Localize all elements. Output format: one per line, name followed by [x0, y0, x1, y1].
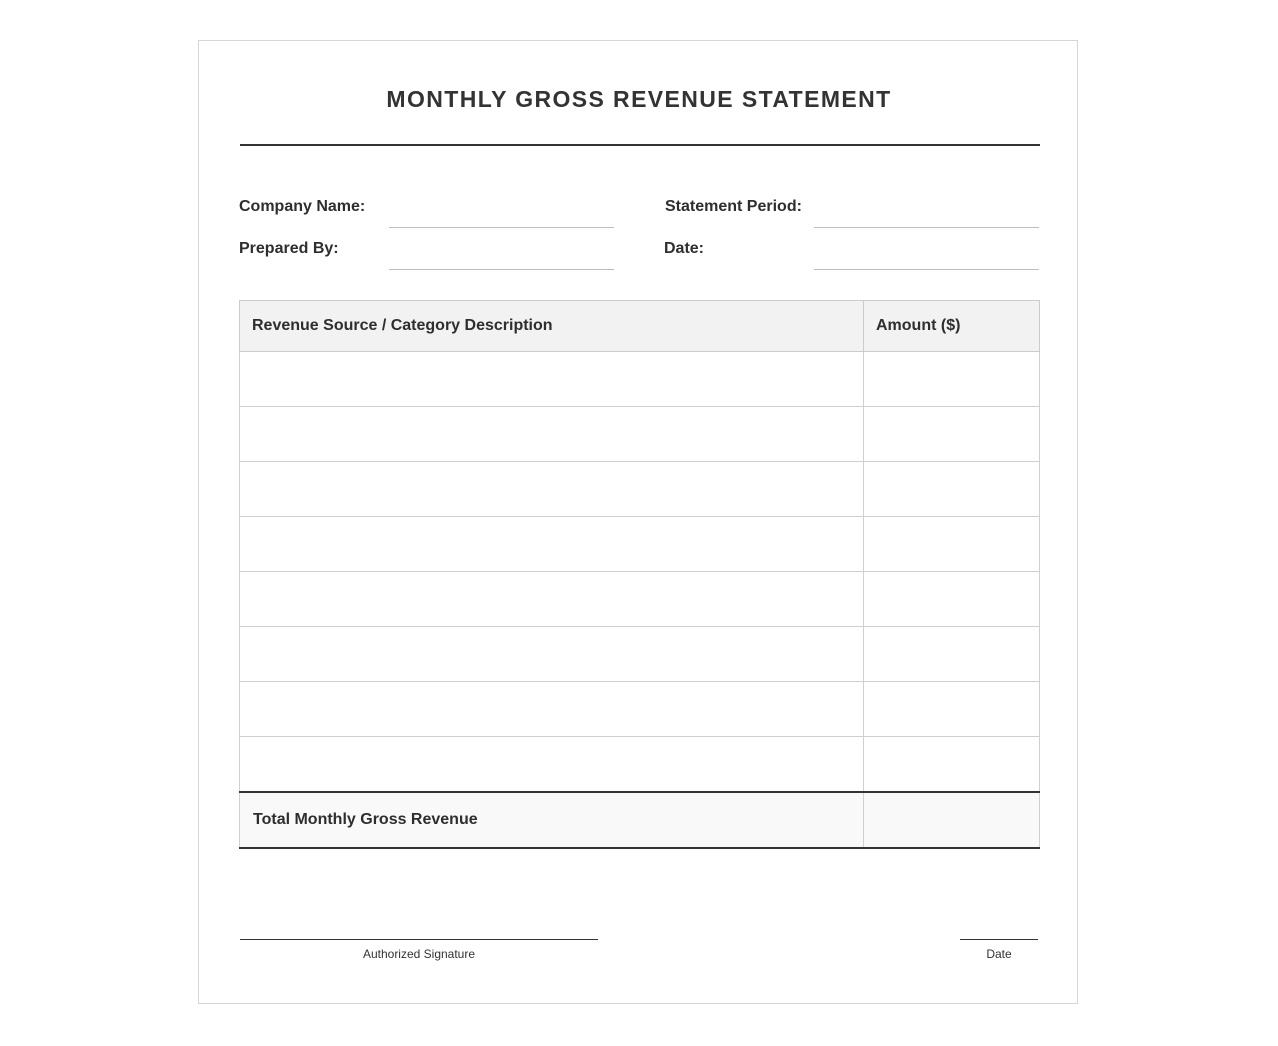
date-field[interactable]	[814, 269, 1039, 270]
table-row	[240, 407, 1040, 462]
total-row	[240, 792, 1040, 848]
table-row	[240, 682, 1040, 737]
revenue-table	[239, 300, 1040, 849]
amount-cell[interactable]	[864, 462, 1040, 517]
total-amount-cell[interactable]	[864, 792, 1040, 848]
amount-cell[interactable]	[864, 517, 1040, 572]
revenue-source-cell[interactable]	[240, 352, 864, 407]
table-row	[240, 462, 1040, 517]
table-header-row	[240, 301, 1040, 352]
revenue-source-cell[interactable]	[240, 517, 864, 572]
revenue-source-cell[interactable]	[240, 737, 864, 792]
document-title: MONTHLY GROSS REVENUE STATEMENT	[386, 86, 892, 112]
date-label: Date:	[664, 240, 705, 257]
header-revenue-source: Revenue Source / Category Description	[240, 301, 864, 352]
prepared-by-field[interactable]	[389, 269, 614, 270]
signature-date-caption: Date	[986, 947, 1012, 961]
amount-cell[interactable]	[864, 352, 1040, 407]
signature-date-line[interactable]	[960, 939, 1038, 940]
prepared-by-label: Prepared By:	[239, 240, 339, 257]
statement-period-label: Statement Period:	[665, 198, 802, 215]
amount-cell[interactable]	[864, 627, 1040, 682]
revenue-source-cell[interactable]	[240, 407, 864, 462]
revenue-source-cell[interactable]	[240, 627, 864, 682]
authorized-signature-caption: Authorized Signature	[362, 947, 476, 961]
total-label: Total Monthly Gross Revenue	[240, 792, 864, 848]
table-row	[240, 517, 1040, 572]
company-name-label: Company Name:	[239, 198, 366, 215]
authorized-signature-line[interactable]	[240, 939, 598, 940]
table-row	[240, 572, 1040, 627]
table-row	[240, 737, 1040, 792]
company-name-field[interactable]	[389, 227, 614, 228]
table-row	[240, 352, 1040, 407]
header-amount: Amount ($)	[864, 301, 1040, 352]
amount-cell[interactable]	[864, 737, 1040, 792]
amount-cell[interactable]	[864, 407, 1040, 462]
statement-period-field[interactable]	[814, 227, 1039, 228]
title-divider	[240, 144, 1040, 146]
revenue-source-cell[interactable]	[240, 682, 864, 737]
amount-cell[interactable]	[864, 682, 1040, 737]
table-row	[240, 627, 1040, 682]
revenue-source-cell[interactable]	[240, 462, 864, 517]
amount-cell[interactable]	[864, 572, 1040, 627]
revenue-source-cell[interactable]	[240, 572, 864, 627]
